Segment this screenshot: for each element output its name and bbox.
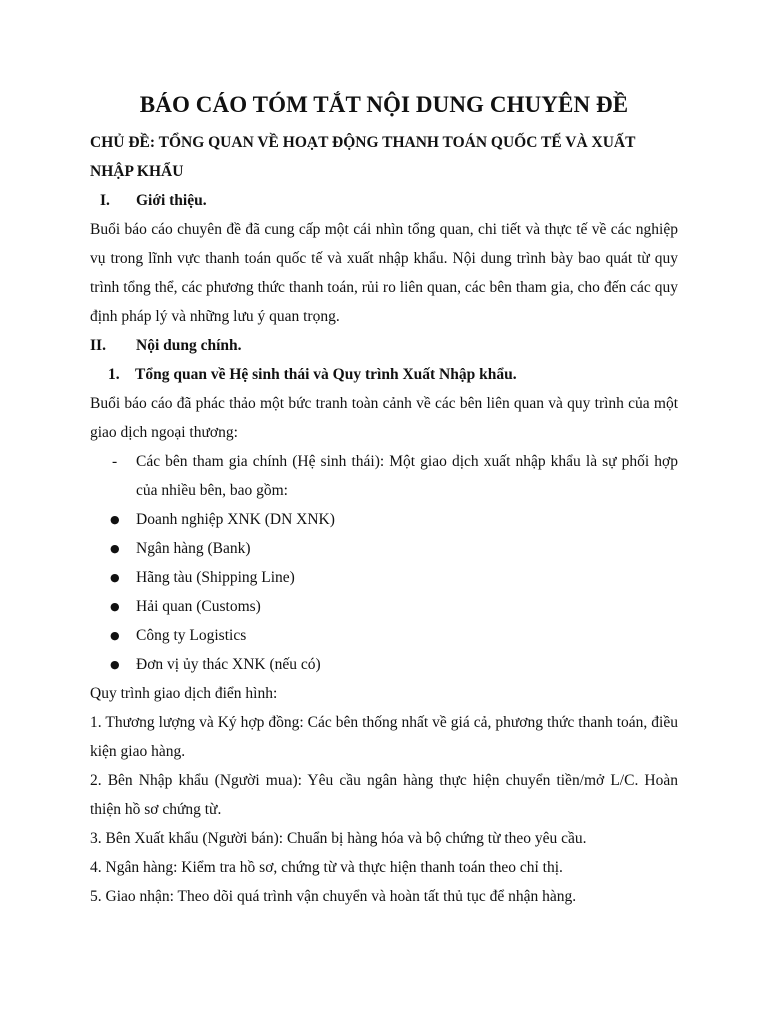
bullet-text: Hải quan (Customs) bbox=[136, 598, 261, 615]
subject-heading: CHỦ ĐỀ: TỔNG QUAN VỀ HOẠT ĐỘNG THANH TOÁN QUỐC TẾ VÀ XUẤT bbox=[90, 134, 636, 151]
introduction-paragraph: Buổi báo cáo chuyên đề đã cung cấp một cái nhìn tổng quan, chi tiết và thực tế về các nghiệp vụ trong lĩnh vực thanh toán quốc tế và xuất nhập khẩu. Nội dung trình bày bao quát từ quy trình tổng thể, các phương thức thanh toán, rủi ro liên quan, các bên tham gia, cho đến các quy định pháp lý và những lưu ý quan trọng. bbox=[90, 221, 678, 325]
ecosystem-intro-paragraph: Buổi báo cáo đã phác thảo một bức tranh toàn cảnh về các bên liên quan và quy trình của một giao dịch ngoại thương: bbox=[90, 395, 678, 441]
bullet-text: Hãng tàu (Shipping Line) bbox=[136, 569, 295, 586]
list-item bbox=[90, 650, 678, 679]
bullet-icon: ● bbox=[110, 600, 120, 613]
list-item bbox=[90, 534, 678, 563]
section-heading-introduction bbox=[90, 186, 678, 215]
process-steps bbox=[90, 708, 678, 911]
process-step: 3. Bên Xuất khẩu (Người bán): Chuẩn bị hàng hóa và bộ chứng từ theo yêu cầu. bbox=[90, 830, 587, 847]
bullet-text: Doanh nghiệp XNK (DN XNK) bbox=[136, 511, 335, 528]
bullet-icon: ● bbox=[110, 513, 120, 526]
bullet-text: Công ty Logistics bbox=[136, 627, 247, 644]
list-item bbox=[90, 505, 678, 534]
subsection-number: 1. bbox=[108, 366, 120, 383]
document-title: BÁO CÁO TÓM TẮT NỘI DUNG CHUYÊN ĐỀ bbox=[139, 92, 629, 117]
list-item bbox=[90, 563, 678, 592]
process-step: 1. Thương lượng và Ký hợp đồng: Các bên thống nhất về giá cả, phương thức thanh toán, điều kiện giao hàng. bbox=[90, 714, 678, 760]
process-title: Quy trình giao dịch điển hình: bbox=[90, 685, 278, 702]
section-title: Giới thiệu. bbox=[136, 192, 207, 209]
list-item bbox=[90, 592, 678, 621]
subsection-title: Tổng quan về Hệ sinh thái và Quy trình Xuất Nhập khẩu. bbox=[135, 366, 517, 383]
process-step: 5. Giao nhận: Theo dõi quá trình vận chuyển và hoàn tất thủ tục để nhận hàng. bbox=[90, 888, 577, 905]
bullet-text: Đơn vị ủy thác XNK (nếu có) bbox=[136, 656, 321, 673]
subsection-heading-ecosystem bbox=[90, 360, 678, 389]
bullet-icon: ● bbox=[110, 571, 120, 584]
bullet-icon: ● bbox=[110, 542, 120, 555]
section-title: Nội dung chính. bbox=[136, 337, 242, 354]
process-step: 4. Ngân hàng: Kiểm tra hồ sơ, chứng từ và thực hiện thanh toán theo chỉ thị. bbox=[90, 859, 563, 876]
process-step: 2. Bên Nhập khẩu (Người mua): Yêu cầu ngân hàng thực hiện chuyển tiền/mở L/C. Hoàn thiện hồ sơ chứng từ. bbox=[90, 772, 678, 818]
participants-bullet-list bbox=[90, 505, 678, 679]
bullet-icon: ● bbox=[110, 658, 120, 671]
participants-list-item bbox=[90, 447, 678, 505]
bullet-text: Ngân hàng (Bank) bbox=[136, 540, 251, 557]
subject-heading-continued: NHẬP KHẨU bbox=[90, 163, 184, 180]
participants-text: Các bên tham gia chính (Hệ sinh thái): Một giao dịch xuất nhập khẩu là sự phối hợp của nhiều bên, bao gồm: bbox=[136, 453, 678, 499]
list-item bbox=[90, 621, 678, 650]
bullet-icon: ● bbox=[110, 629, 120, 642]
section-number: II. bbox=[90, 337, 106, 354]
section-heading-main-content bbox=[90, 331, 678, 360]
section-number: I. bbox=[100, 192, 110, 209]
dash-marker: - bbox=[112, 453, 118, 470]
